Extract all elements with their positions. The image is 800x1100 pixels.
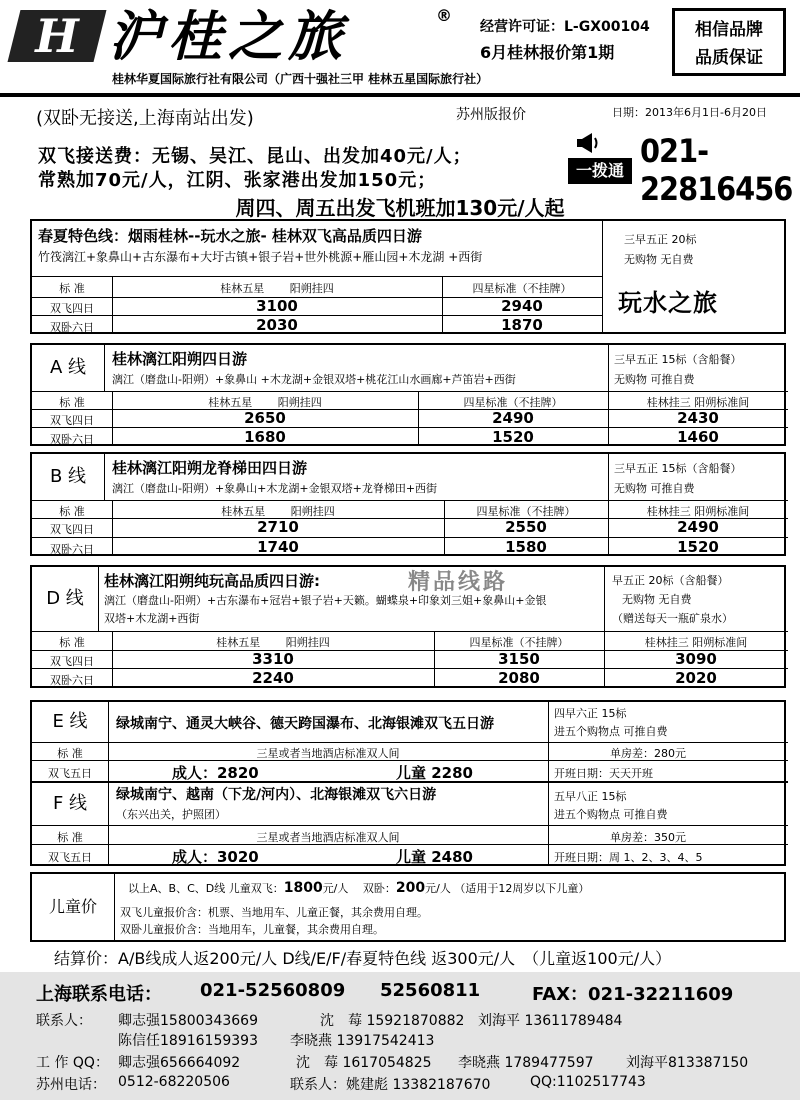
line-note: （东兴出关，护照团）	[116, 808, 226, 821]
transfer-fee-line2: 常熟加70元/人，江阴、张家港出发加150元；	[38, 170, 437, 191]
watermark: 精品线路	[408, 569, 509, 595]
line-meals: 三早五正 15标（含船餐）	[614, 462, 742, 475]
col-5star: 桂林五星 阳朔挂四	[221, 505, 335, 518]
line-title: 绿城南宁、越南（下龙/河内）、北海银滩双飞六日游	[116, 787, 437, 803]
departure-note: (双卧无接送,上海南站出发)	[36, 108, 254, 129]
price-cell: 3150	[498, 650, 540, 668]
schedule: 开班日期：天天开班	[554, 767, 653, 780]
col-3star: 桂林挂三 阳朔标准间	[646, 505, 750, 518]
fax-number: FAX：021-32211609	[532, 984, 734, 1005]
header-divider	[0, 93, 800, 97]
row-label: 双卧六日	[50, 433, 94, 446]
col-standard: 标 准	[57, 831, 83, 844]
price-cell: 1870	[501, 316, 543, 334]
price-cell: 2490	[677, 518, 719, 536]
line-route-2: 双塔+木龙湖+西街	[104, 612, 200, 625]
col-4star: 四星标准（不挂牌）	[472, 282, 572, 295]
line-tag: B 线	[49, 466, 87, 487]
col-3star: 桂林挂三 阳朔标准间	[646, 396, 750, 409]
adult-price: 成人：3020	[172, 848, 259, 866]
badge-line2: 品质保证	[695, 48, 763, 68]
hotline-label: 一拨通	[568, 158, 632, 184]
line-a-box	[30, 343, 786, 446]
line-meals: 三早五正 15标（含船餐）	[614, 353, 742, 366]
shanghai-label: 上海联系电话：	[36, 984, 162, 1005]
row-label: 双卧六日	[50, 321, 94, 334]
line-tag: D 线	[46, 588, 84, 609]
line-meals: 早五正 20标（含船餐）	[612, 574, 729, 587]
row-label: 双飞四日	[50, 655, 94, 668]
col-3star: 桂林挂三 阳朔标准间	[644, 636, 748, 649]
line-route: 漓江（磨盘山-阳朔）+古东瀑布+冠岩+银子岩+天籁。蝴蝶泉+印象刘三姐+象鼻山+金银	[104, 594, 547, 607]
qq-item: 沈 莓 1617054825	[296, 1055, 432, 1071]
logo-text: 沪桂之旅	[108, 4, 348, 68]
special-stamp: 玩水之旅	[618, 288, 718, 317]
price-cell: 1520	[492, 428, 534, 446]
price-cell: 3100	[256, 297, 298, 315]
child-price: 儿童 2280	[396, 764, 473, 782]
col-4star: 四星标准（不挂牌）	[469, 636, 569, 649]
suzhou-label: 苏州电话：	[36, 1077, 106, 1093]
price-cell: 2710	[257, 518, 299, 536]
issue-title: 6月桂林报价第1期	[480, 43, 615, 62]
contact-item: 卿志强15800343669	[118, 1013, 258, 1029]
price-cell: 2940	[501, 297, 543, 315]
col-standard: 标 准	[59, 396, 85, 409]
line-route: 漓江（磨盘山-阳朔）+象鼻山 +木龙湖+金银双塔+桃花江山水画廊+芦笛岩+西街	[112, 373, 516, 386]
line-shopping: 无购物 可推自费	[614, 373, 695, 386]
price-cell: 1460	[677, 428, 719, 446]
line-tag: A 线	[49, 357, 87, 378]
line-meals: 五早八正 15标	[554, 790, 627, 803]
settlement-note: 结算价：A/B线成人返200元/人 D线/E/F/春夏特色线 返300元/人 （儿童返100元/人）	[54, 949, 672, 968]
contact-item: 沈 莓 15921870882	[320, 1013, 465, 1029]
qq-item: 刘海平813387150	[626, 1055, 749, 1071]
price-cell: 2650	[244, 409, 286, 427]
col-standard: 标 准	[57, 747, 83, 760]
transfer-fee-line1: 双飞接送费：无锡、吴江、昆山、出发加40元/人；	[38, 146, 472, 167]
contact-item: 李晓燕 13917542413	[290, 1033, 435, 1049]
registered-mark: ®	[436, 6, 452, 25]
line-ef-box	[30, 700, 786, 866]
company-name: 桂林华夏国际旅行社有限公司（广西十强社三甲 桂林五星国际旅行社）	[112, 72, 489, 86]
schedule: 开班日期：周 1、2、3、4、5	[554, 851, 703, 864]
price-cell: 1520	[677, 538, 719, 556]
special-route: 竹筏漓江+象鼻山+古东瀑布+大圩古镇+银子岩+世外桃源+雁山园+木龙湖 +西街	[38, 250, 483, 264]
suzhou-phone[interactable]: 0512-68220506	[118, 1074, 230, 1090]
price-cell: 1740	[257, 538, 299, 556]
qq-item: 卿志强656664092	[118, 1055, 241, 1071]
line-tag: E 线	[52, 711, 88, 732]
phone-2[interactable]: 52560811	[380, 980, 481, 1001]
special-shopping: 无购物 无自费	[624, 253, 694, 266]
logo-mark: H	[8, 10, 107, 62]
line-title: 桂林漓江阳朔纯玩高品质四日游:	[104, 572, 321, 590]
price-cell: 2490	[492, 409, 534, 427]
brand-badge	[672, 8, 786, 76]
line-title: 桂林漓江阳朔四日游	[112, 350, 248, 368]
col-4star: 四星标准（不挂牌）	[463, 396, 563, 409]
badge-line1: 相信品牌	[695, 20, 763, 40]
price-cell: 2550	[505, 518, 547, 536]
line-route: 漓江（磨盘山-阳朔）+象鼻山+木龙湖+金银双塔+龙脊梯田+西街	[112, 482, 438, 495]
line-meals: 四早六正 15标	[554, 707, 627, 720]
single-supplement: 单房差：280元	[610, 747, 686, 760]
price-cell: 2240	[252, 669, 294, 687]
line-gift: （赠送每天一瓶矿泉水）	[612, 612, 733, 625]
row-label: 双卧六日	[50, 543, 94, 556]
single-supplement: 单房差：350元	[610, 831, 686, 844]
edition-label: 苏州版报价	[456, 107, 526, 123]
hotel-standard: 三星或者当地酒店标准双人间	[256, 831, 400, 844]
price-cell: 2030	[256, 316, 298, 334]
kids-line1: 以上A、B、C、D线 儿童双飞：1800元/人 双卧：200元/人 （适用于12周岁以下儿童）	[128, 880, 590, 896]
line-title: 绿城南宁、通灵大峡谷、德天跨国瀑布、北海银滩双飞五日游	[116, 716, 494, 732]
col-standard: 标 准	[59, 636, 85, 649]
price-cell: 1680	[244, 428, 286, 446]
phone-1[interactable]: 021-52560809	[200, 980, 346, 1001]
kids-line3: 双卧儿童报价含：当地用车，儿童餐，其余费用自理。	[120, 923, 384, 936]
hotel-standard: 三星或者当地酒店标准双人间	[256, 747, 400, 760]
col-standard: 标 准	[59, 282, 85, 295]
line-title: 桂林漓江阳朔龙脊梯田四日游	[112, 459, 308, 477]
price-cell: 1580	[505, 538, 547, 556]
date-range: 日期：2013年6月1日-6月20日	[612, 106, 767, 119]
row-label: 双飞五日	[48, 851, 92, 864]
kids-line2: 双飞儿童报价含：机票、当地用车、儿童正餐，其余费用自理。	[120, 906, 428, 919]
child-price-box	[30, 872, 786, 942]
kids-label: 儿童价	[48, 897, 97, 916]
row-label: 双飞四日	[50, 414, 94, 427]
line-shopping: 进五个购物点 可推自费	[554, 725, 668, 738]
price-cell: 3310	[252, 650, 294, 668]
license-number: 经营许可证：L-GX00104	[480, 19, 650, 35]
contact-item: 陈信任18916159393	[118, 1033, 258, 1049]
special-meals: 三早五正 20标	[624, 233, 697, 246]
line-shopping: 无购物 无自费	[622, 593, 692, 606]
price-cell: 2430	[677, 409, 719, 427]
special-title: 春夏特色线：烟雨桂林--玩水之旅- 桂林双飞高品质四日游	[38, 227, 422, 245]
row-label: 双卧六日	[50, 674, 94, 687]
col-5star: 桂林五星 阳朔挂四	[220, 282, 334, 295]
col-5star: 桂林五星 阳朔挂四	[216, 636, 330, 649]
contact-item: 刘海平 13611789484	[478, 1013, 623, 1029]
child-price: 儿童 2480	[396, 848, 473, 866]
row-label: 双飞四日	[50, 302, 94, 315]
price-cell: 2020	[675, 669, 717, 687]
surcharge-note: 周四、周五出发飞机班加130元/人起	[235, 196, 565, 220]
col-5star: 桂林五星 阳朔挂四	[208, 396, 322, 409]
row-label: 双飞五日	[48, 767, 92, 780]
line-shopping: 进五个购物点 可推自费	[554, 808, 668, 821]
line-d-box	[30, 565, 786, 688]
header	[0, 0, 800, 98]
contact-label: 联系人：	[36, 1013, 92, 1029]
qq-label: 工 作 QQ：	[36, 1055, 109, 1071]
contact-footer	[0, 972, 800, 1100]
price-cell: 2080	[498, 669, 540, 687]
col-4star: 四星标准（不挂牌）	[476, 505, 576, 518]
hotline-number[interactable]: 021-22816456	[640, 132, 793, 208]
qq-item: 李晓燕 1789477597	[458, 1055, 594, 1071]
special-line-box	[30, 219, 786, 334]
adult-price: 成人：2820	[172, 764, 259, 782]
suzhou-contact: 联系人：姚建彪 13382187670	[290, 1077, 491, 1093]
line-b-box	[30, 452, 786, 556]
price-cell: 3090	[675, 650, 717, 668]
row-label: 双飞四日	[50, 523, 94, 536]
megaphone-icon	[574, 130, 600, 156]
col-standard: 标 准	[59, 505, 85, 518]
line-shopping: 无购物 可推自费	[614, 482, 695, 495]
suzhou-qq: QQ:1102517743	[530, 1074, 646, 1090]
line-tag: F 线	[52, 793, 88, 814]
